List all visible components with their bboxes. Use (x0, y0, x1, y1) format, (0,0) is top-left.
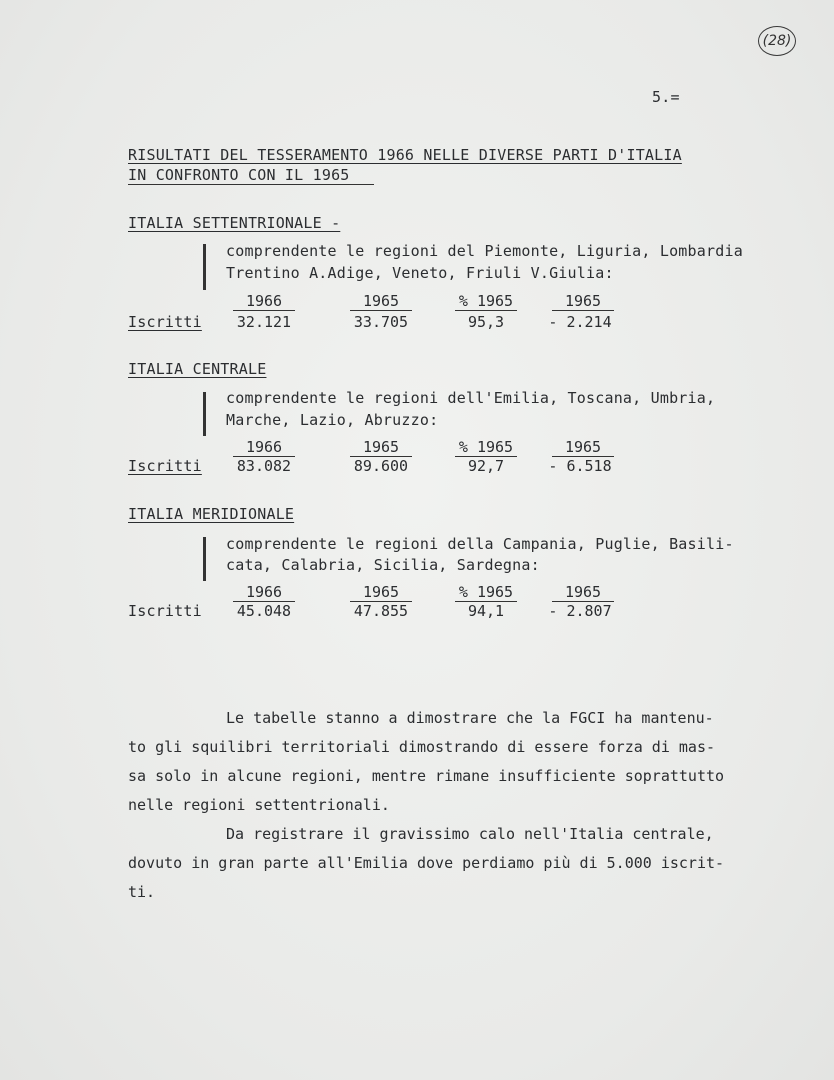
section-3-bracket (203, 537, 206, 581)
section-3-val-pct: 94,1 (467, 602, 505, 620)
paragraph-2 (128, 820, 758, 907)
paragraph-1-line-3: sa solo in alcune regioni, mentre rimane insufficiente soprattutto (128, 767, 725, 785)
section-3-col-1965: 1965 (350, 583, 412, 602)
section-2-val-1966: 83.082 (236, 457, 292, 475)
section-1-row-label: Iscritti (128, 313, 202, 331)
paragraph-2-line-2: dovuto in gran parte all'Emilia dove perdiamo più di 5.000 iscrit- (128, 854, 725, 872)
section-3-col-pct: % 1965 (455, 583, 517, 602)
section-3-val-diff: - 2.807 (548, 602, 612, 620)
section-2-col-1965: 1965 (350, 438, 412, 457)
section-2-heading: ITALIA CENTRALE (128, 360, 267, 378)
section-2-val-pct: 92,7 (467, 457, 505, 475)
section-1-val-1965: 33.705 (353, 313, 409, 331)
section-1-col-1966: 1966 (233, 292, 295, 311)
section-1-val-1966: 32.121 (236, 313, 292, 331)
section-2-desc-line-1: comprendente le regioni dell'Emilia, Toscana, Umbria, (226, 389, 716, 407)
section-2-col-diff: 1965 (552, 438, 614, 457)
title-underline (128, 184, 374, 185)
paragraph-2-line-3: ti. (128, 883, 156, 901)
title-line-2: IN CONFRONTO CON IL 1965 (128, 166, 350, 184)
section-2-col-1966: 1966 (233, 438, 295, 457)
section-2-val-1965: 89.600 (353, 457, 409, 475)
section-3-desc-line-1: comprendente le regioni della Campania, Puglie, Basili- (226, 535, 734, 553)
section-2-desc-line-2: Marche, Lazio, Abruzzo: (226, 411, 439, 429)
section-1-col-1965: 1965 (350, 292, 412, 311)
folio-stamp: (28) (758, 26, 796, 56)
section-2-bracket (203, 392, 206, 436)
section-2-row-label: Iscritti (128, 457, 202, 475)
page-number: 5.= (652, 88, 680, 106)
section-1-desc-line-1: comprendente le regioni del Piemonte, Liguria, Lombardia (226, 242, 743, 260)
paragraph-1-line-1: Le tabelle stanno a dimostrare che la FGCI ha mantenu- (226, 709, 714, 727)
paragraph-1 (128, 704, 758, 820)
section-1-bracket (203, 244, 206, 290)
title-line-1: RISULTATI DEL TESSERAMENTO 1966 NELLE DIVERSE PARTI D'ITALIA (128, 146, 682, 164)
section-3-val-1966: 45.048 (236, 602, 292, 620)
section-2-col-pct: % 1965 (455, 438, 517, 457)
section-3-col-diff: 1965 (552, 583, 614, 602)
section-3-col-1966: 1966 (233, 583, 295, 602)
section-3-row-label: Iscritti (128, 602, 202, 620)
section-1-val-diff: - 2.214 (548, 313, 612, 331)
paragraph-2-line-1: Da registrare il gravissimo calo nell'Italia centrale, (226, 825, 714, 843)
paragraph-1-line-2: to gli squilibri territoriali dimostrando di essere forza di mas- (128, 738, 715, 756)
section-3-val-1965: 47.855 (353, 602, 409, 620)
section-1-col-pct: % 1965 (455, 292, 517, 311)
section-1-col-diff: 1965 (552, 292, 614, 311)
paragraph-1-line-4: nelle regioni settentrionali. (128, 796, 390, 814)
section-1-desc-line-2: Trentino A.Adige, Veneto, Friuli V.Giulia: (226, 264, 614, 282)
section-3-desc-line-2: cata, Calabria, Sicilia, Sardegna: (226, 556, 540, 574)
section-3-heading: ITALIA MERIDIONALE (128, 505, 295, 523)
section-1-val-pct: 95,3 (467, 313, 505, 331)
section-1-heading: ITALIA SETTENTRIONALE - (128, 214, 341, 232)
section-2-val-diff: - 6.518 (548, 457, 612, 475)
